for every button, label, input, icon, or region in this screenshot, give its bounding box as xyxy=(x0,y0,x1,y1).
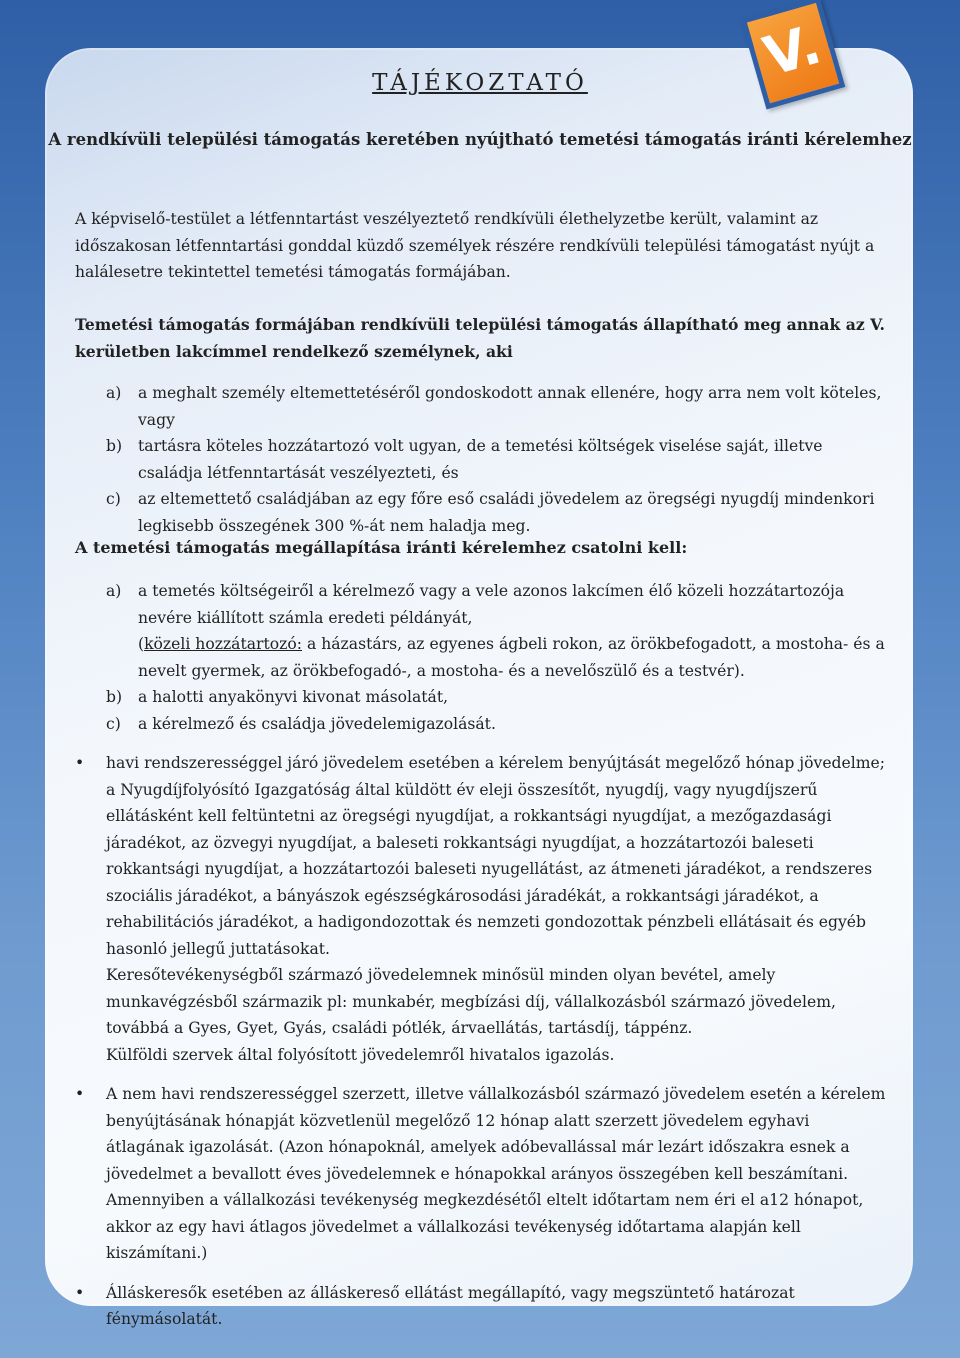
item-label: a) xyxy=(106,582,122,600)
item-text: a temetés költségeiről a kérelmező vagy a vele azonos lakcímen élő közeli hozzátartozója nevére kiállított számla eredeti példányát, xyxy=(138,582,845,627)
bullet-list xyxy=(75,750,887,1333)
logo-letter: V. xyxy=(757,12,828,89)
item-text: a halotti anyakönyvi kivonat másolatát, xyxy=(138,688,449,706)
attachments-heading: A temetési támogatás megállapítása iránti kérelemhez csatolni kell: xyxy=(75,538,688,557)
item-label: a) xyxy=(106,384,122,402)
list-item xyxy=(75,380,887,433)
bullet-item xyxy=(75,1081,887,1267)
list-item xyxy=(75,433,887,486)
conditions-list xyxy=(75,380,887,539)
bullet-icon: • xyxy=(75,1283,85,1302)
list-item xyxy=(75,684,887,711)
page-title: TÁJÉKOZTATÓ xyxy=(372,70,588,96)
item-label: c) xyxy=(106,714,121,733)
item-label: c) xyxy=(106,490,121,508)
item-text: tartásra köteles hozzátartozó volt ugyan, de a temetési költségek viselése saját, illetve családja létfenntartását veszélyezteti, és xyxy=(138,437,823,482)
note-open: ( xyxy=(138,635,145,653)
item-text: a meghalt személy eltemettetéséről gondoskodott annak ellenére, hogy arra nem volt köteles, vagy xyxy=(138,384,882,429)
bullet-item xyxy=(75,750,887,1068)
item-label: b) xyxy=(106,437,123,455)
bullet-text: havi rendszerességgel járó jövedelem esetében a kérelem benyújtását megelőző hónap jövedelme; a Nyugdíjfolyósító Igazgatóság által küldött év eleji összesítőt, nyugdíj, vagy nyugdíjszerű ellátásként kell feltüntetni az öregségi nyugdíjat, a rokkantsági nyugdíjat, a mezőgazdasági járadékot, az özvegyi nyugdíjat, a baleseti rokkantsági nyugdíjat, a hozzátartozói baleseti rokkantsági nyugdíjat, a hozzátartozói baleseti nyugellátást, az átmeneti járadékot, a rendszeres szociális járadékot, a bányászok egészségkárosodási járadékát, a rokkantsági járadékot, a rehabilitációs járadékot, a hadigondozottak és nemzeti gondozottak pénzbeli ellátásait és egyéb hasonló jellegű juttatásokat. xyxy=(106,754,886,958)
bullet-text: Álláskeresők esetében az álláskereső ellátást megállapító, vagy megszüntető határozat fénymásolatát. xyxy=(106,1283,795,1328)
bullet-icon: • xyxy=(75,1085,85,1103)
item-label: b) xyxy=(106,688,123,706)
bullet-text: Külföldi szervek által folyósított jövedelemről hivatalos igazolás. xyxy=(106,1045,615,1064)
bullet-text: Keresőtevékenységből származó jövedelemnek minősül minden olyan bevétel, amely munkavégzésből származik pl: munkabér, megbízási díj, vállalkozásból származó jövedelem, továbbá a Gyes, Gyet, Gyás, családi pótlék, árvaellátás, tartásdíj, táppénz. xyxy=(106,966,836,1037)
item-text: az eltemettető családjában az egy főre eső családi jövedelem az öregségi nyugdíj mindenkori legkisebb összegének 300 %-át nem haladja meg. xyxy=(138,490,875,535)
page-subtitle: A rendkívüli települési támogatás keretében nyújtható temetési támogatás iránti kérelemhez xyxy=(48,130,912,149)
intro-paragraph: A képviselő-testület a létfenntartást veszélyeztető rendkívüli élethelyzetbe került, valamint az időszakosan létfenntartási gonddal küzdő személyek részére rendkívüli települési támogatást nyújt a halálesetre tekintettel temetési támogatás formájában. xyxy=(75,210,875,281)
bullet-icon: • xyxy=(75,754,85,772)
item-text: a kérelmező és családja jövedelemigazolását. xyxy=(138,714,496,733)
attachments-list xyxy=(75,578,887,737)
list-item xyxy=(75,486,887,539)
note-text: a házastárs, az egyenes ágbeli rokon, az örökbefogadott, a mostoha- és a nevelt gyermek, az örökbefogadó-, a mostoha- és a nevelőszülő és a testvér). xyxy=(138,635,885,680)
list-item xyxy=(75,711,887,738)
bullet-text: A nem havi rendszerességgel szerzett, illetve vállalkozásból származó jövedelem esetén a kérelem benyújtásának hónapját közvetlenül megelőző 12 hónap alatt szerzett jövedelem egyhavi átlagának igazolását. (Azon hónapoknál, amelyek adóbevallással már lezárt időszakra esnek a jövedelmet a bevallott éves jövedelemnek e hónapokkal arányos összegében kell beszámítani. Amennyiben a vállalkozási tevékenység megkezdésétől eltelt időtartam nem éri el a12 hónapot, akkor az egy havi átlagos jövedelmet a vállalkozási tevékenység időtartama alapján kell kiszámítani.) xyxy=(106,1085,886,1262)
note-term: közeli hozzátartozó: xyxy=(144,635,302,653)
eligibility-heading: Temetési támogatás formájában rendkívüli települési támogatás állapítható meg annak az V. kerületben lakcímmel rendelkező személynek, aki xyxy=(75,315,885,361)
bullet-item xyxy=(75,1280,887,1333)
list-item xyxy=(75,578,887,684)
